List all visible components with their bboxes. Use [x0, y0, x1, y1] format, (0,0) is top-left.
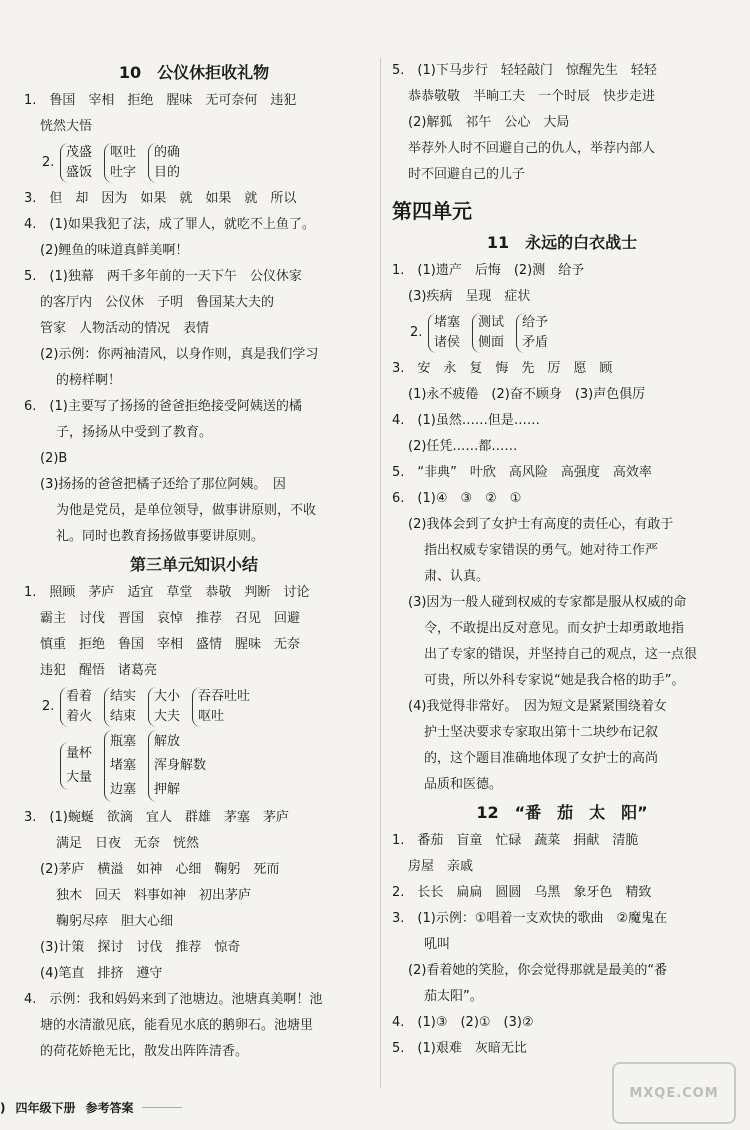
bracket-group: 测试 侧面 — [472, 313, 504, 353]
watermark-logo: MXQE.COM — [612, 1062, 736, 1124]
sum-q4-line2: 塘的水清澈见底，能看见水底的鹅卵石。池塘里 — [40, 1018, 314, 1033]
l11-q6-line4: 肃、认真。 — [424, 569, 490, 584]
bracket-group: 大小 大夫 — [148, 687, 180, 727]
bracket-group: 呕吐 吐字 — [104, 143, 136, 183]
bracket-group: 吞吞吐吐 呕吐 — [192, 687, 250, 727]
bracket-group: 茂盛 盛饭 — [60, 143, 92, 183]
sum-q1-line4: 违犯 醒悟 诸葛亮 — [40, 663, 158, 678]
l10-q4-line2: (2)鲤鱼的味道真鲜美啊！ — [40, 243, 189, 258]
r-q5-line5: 时不回避自己的儿子 — [408, 167, 526, 182]
page-footer — [0, 1099, 182, 1116]
l11-q6-line5: (3)因为一般人碰到权威的专家都是服从权威的命 — [408, 595, 687, 610]
l11-q1-line2: (3)疾病 呈现 症状 — [408, 289, 531, 304]
right-column — [392, 58, 732, 1062]
l11-q1-line1: 1. (1)遗产 后悔 (2)测 给予 — [392, 263, 585, 278]
l10-q6-line1: 6. (1)主要写了扬扬的爸爸拒绝接受阿姨送的橘 — [24, 399, 302, 414]
lesson-11-title: 11 永远的白衣战士 — [486, 233, 638, 252]
l11-q4-line2: (2)任凭……都…… — [408, 439, 518, 454]
l12-q2: 2. 长长 扁扁 圆圆 乌黑 象牙色 精致 — [392, 885, 652, 900]
l10-q5-line5: 的榜样啊！ — [56, 373, 122, 388]
l11-q6-line7: 出了专家的错误，并坚持自己的观点，这一点很 — [424, 647, 698, 662]
l10-q5-line4: (2)示例：你两袖清风，以身作则，真是我们学习 — [40, 347, 319, 362]
sum-q1-line2: 霸主 讨伐 晋国 哀悼 推荐 召见 回避 — [40, 611, 301, 626]
sum-q4-line3: 的荷花娇艳无比，散发出阵阵清香。 — [40, 1044, 249, 1059]
l10-q2-groups: 2. 茂盛 盛饭 呕吐 吐字 的确 目的 — [24, 143, 364, 183]
unit3-summary-title: 第三单元知识小结 — [129, 555, 258, 574]
sum-q3-line4: 独木 回天 料事如神 初出茅庐 — [56, 888, 252, 903]
l10-q4-line1: 4. (1)如果我犯了法，成了罪人，就吃不上鱼了。 — [24, 217, 315, 232]
sum-q2-groups: 2. 看着 着火 结实 结束 大小 大夫 吞吞吐吐 呕吐 — [24, 687, 364, 727]
l10-q1-line1: 1. 鲁国 宰相 拒绝 腥味 无可奈何 违犯 — [24, 93, 297, 108]
l11-q6-line3: 指出权威专家错误的勇气。她对待工作严 — [424, 543, 659, 558]
footer-book: 四年级下册 — [15, 1101, 76, 1115]
sum-q3-line1: 3. (1)蜿蜒 欲滴 宜人 群雄 茅塞 茅庐 — [24, 810, 289, 825]
l11-q6-line10: 护士坚决要求专家取出第十二块纱布记叙 — [424, 725, 659, 740]
lesson-10-title: 10 公仪休拒收礼物 — [118, 63, 270, 82]
bracket-group: 量杯 大量 — [60, 742, 92, 790]
r-q5-line3: (2)解狐 祁午 公心 大局 — [408, 115, 570, 130]
sum-q4-line1: 4. 示例：我和妈妈来到了池塘边。池塘真美啊！池 — [24, 992, 323, 1007]
l11-q6-line6: 令，不敢提出反对意见。而女护士却勇敢地指 — [424, 621, 685, 636]
l10-q6-line3: (2)B — [40, 451, 68, 466]
l10-q3: 3. 但 却 因为 如果 就 如果 就 所以 — [24, 191, 297, 206]
bracket-group: 给予 矛盾 — [516, 313, 548, 353]
l10-q6-line2: 子，扬扬从中受到了教育。 — [56, 425, 213, 440]
r-q5-line4: 举荐外人时不回避自己的仇人，举荐内部人 — [408, 141, 656, 156]
l11-q6-line12: 品质和医德。 — [424, 777, 503, 792]
l12-q3-line1: 3. (1)示例：①唱着一支欢快的歌曲 ②魔鬼在 — [392, 911, 668, 926]
bracket-group: 的确 目的 — [148, 143, 180, 183]
l11-q3-line2: (1)永不疲倦 (2)奋不顾身 (3)声色俱厉 — [408, 387, 646, 402]
l12-q5: 5. (1)艰难 灰暗无比 — [392, 1041, 527, 1056]
lesson-12-title: 12 “番 茄 太 阳” — [476, 803, 648, 822]
l10-q5-line3: 管家 人物活动的情况 表情 — [40, 321, 210, 336]
sum-q2-groups-2 — [24, 730, 364, 802]
l10-q1-line2: 恍然大悟 — [40, 119, 93, 134]
sum-q3-line5: 鞠躬尽瘁 胆大心细 — [56, 914, 174, 929]
r-q5-line2: 恭恭敬敬 半晌工夫 一个时辰 快步走进 — [408, 89, 656, 104]
l11-q6-line2: (2)我体会到了女护士有高度的责任心，有敢于 — [408, 517, 674, 532]
l12-q4: 4. (1)③ (2)① (3)② — [392, 1015, 534, 1030]
sum-q3-line3: (2)茅庐 横溢 如神 心细 鞠躬 死而 — [40, 862, 280, 877]
sum-q3-line2: 满足 日夜 无奈 恍然 — [56, 836, 200, 851]
bracket-group: 瓶塞 堵塞 边塞 — [104, 730, 136, 802]
l11-q3-line1: 3. 安 永 复 悔 先 厉 愿 顾 — [392, 361, 613, 376]
bracket-group: 堵塞 诸侯 — [428, 313, 460, 353]
l11-q4-line1: 4. (1)虽然……但是…… — [392, 413, 540, 428]
l11-q5: 5. “非典” 叶欣 高风险 高强度 高效率 — [392, 465, 652, 480]
sum-q1-line1: 1. 照顾 茅庐 适宜 草堂 恭敬 判断 讨论 — [24, 585, 310, 600]
l12-q3-line4: 茄太阳”。 — [424, 989, 483, 1004]
sum-q3-line6: (3)计策 探讨 讨伐 推荐 惊奇 — [40, 940, 241, 955]
r-q5-line1: 5. (1)下马步行 轻轻敲门 惊醒先生 轻轻 — [392, 63, 657, 78]
l10-q5-line2: 的客厅内 公仪休 子明 鲁国某大夫的 — [40, 295, 275, 310]
left-column — [24, 58, 364, 1065]
l12-q1-line2: 房屋 亲戚 — [408, 859, 474, 874]
l10-q6-line4: (3)扬扬的爸爸把橘子还给了那位阿姨。 因 — [40, 477, 286, 492]
page-mark: ) — [0, 1100, 6, 1115]
l10-q6-line5: 为他是党员，是单位领导，做事讲原则，不收 — [56, 503, 317, 518]
unit-4-title: 第四单元 — [392, 199, 472, 223]
l11-q6-line1: 6. (1)④ ③ ② ① — [392, 491, 522, 506]
l10-q6-line6: 礼。同时也教育扬扬做事要讲原则。 — [56, 529, 265, 544]
footer-rule — [142, 1107, 182, 1108]
l12-q3-line2: 吼叫 — [424, 937, 451, 952]
bracket-group: 结实 结束 — [104, 687, 136, 727]
footer-label: 参考答案 — [85, 1101, 134, 1115]
l11-q6-line11: 的，这个题目准确地体现了女护士的高尚 — [424, 751, 659, 766]
sum-q3-line7: (4)笔直 排挤 遵守 — [40, 966, 163, 981]
l12-q1-line1: 1. 番茄 盲童 忙碌 蔬菜 捐献 清脆 — [392, 833, 639, 848]
l10-q5-line1: 5. (1)独幕 两千多年前的一天下午 公仪休家 — [24, 269, 302, 284]
bracket-group: 看着 着火 — [60, 687, 92, 727]
bracket-group: 解放 浑身解数 押解 — [148, 730, 206, 802]
l11-q6-line8: 可贵，所以外科专家说“她是我合格的助手”。 — [424, 673, 685, 688]
l11-q6-line9: (4)我觉得非常好。 因为短文是紧紧围绕着女 — [408, 699, 667, 714]
sum-q1-line3: 慎重 拒绝 鲁国 宰相 盛情 腥味 无奈 — [40, 637, 301, 652]
l11-q2-groups: 2. 堵塞 诸侯 测试 侧面 给予 矛盾 — [392, 313, 732, 353]
l12-q3-line3: (2)看着她的笑脸，你会觉得那就是最美的“番 — [408, 963, 668, 978]
column-divider — [380, 58, 381, 1088]
